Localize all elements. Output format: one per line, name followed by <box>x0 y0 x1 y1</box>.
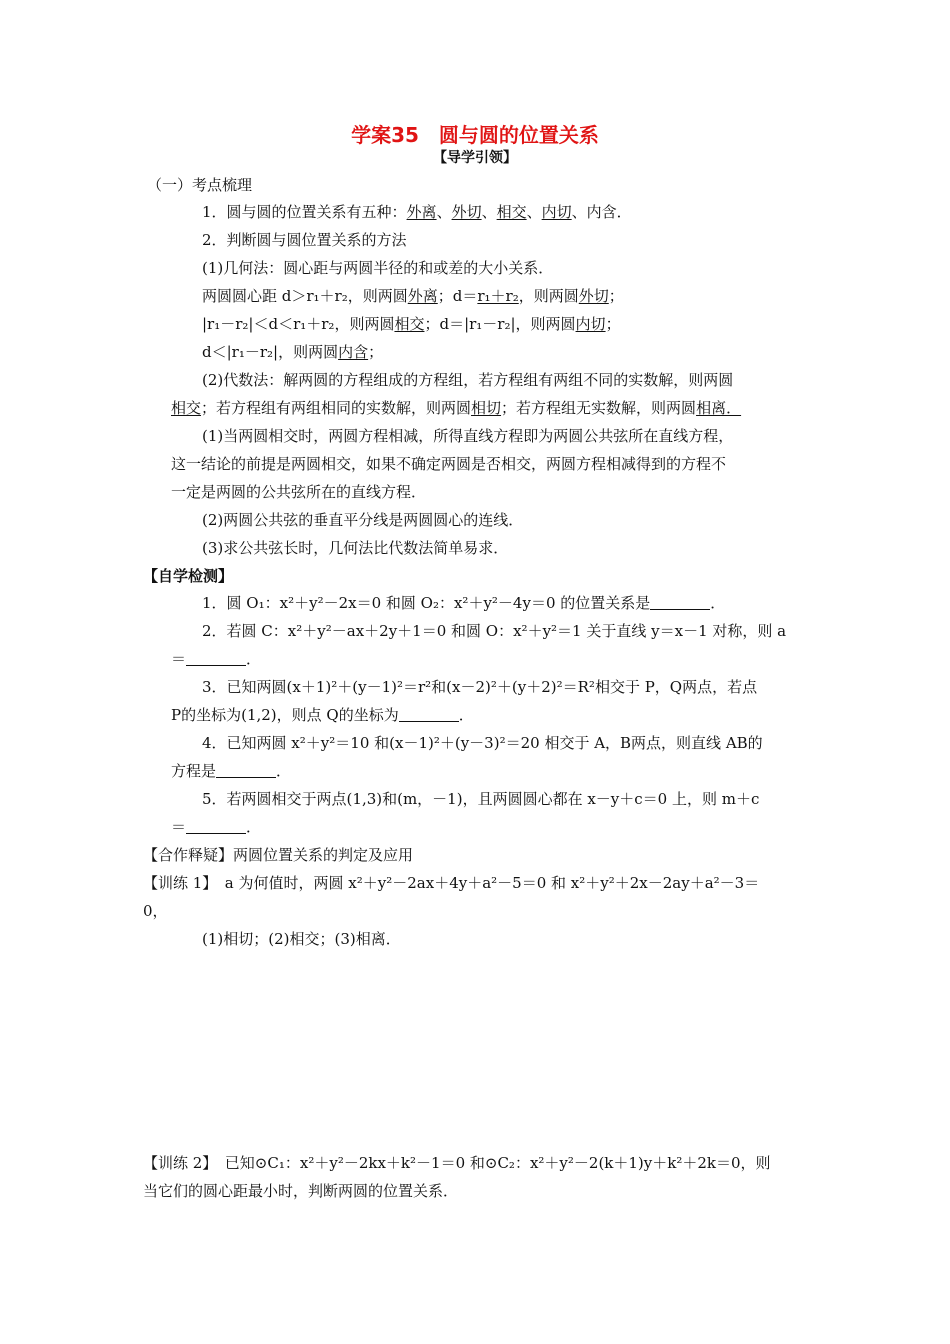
answer-blank <box>216 763 276 778</box>
note-1-line-2: 这一结论的前提是两圆相交，如果不确定两圆是否相交，两圆方程相减得到的方程不 <box>171 455 727 473</box>
section-heading-review: （一）考点梳理 <box>147 176 253 194</box>
page-title: 学案35 圆与圆的位置关系 <box>351 123 599 147</box>
question-5-line-2: ＝ ． <box>171 818 262 836</box>
exercise-1-line-2: 0， <box>143 902 168 920</box>
answer-blank <box>186 819 246 834</box>
section-heading-self-check: 【自学检测】 <box>143 567 234 585</box>
exercise-1-line-1: 【训练 1】 a 为何值时，两圆 x²＋y²－2ax＋4y＋a²－5＝0 和 x²＋y²＋2x－2ay＋a²－3＝ <box>143 874 760 892</box>
algebra-method-line-2: 相交；若方程组有两组相同的实数解，则两圆相切；若方程组无实数解，则两圆相离． <box>171 399 742 417</box>
exercise-1-parts: (1)相切；(2)相交；(3)相离． <box>202 930 401 948</box>
question-3-line-2: P的坐标为(1,2)，则点 Q的坐标为 ． <box>171 706 474 724</box>
section-heading-guide: 【导学引领】 <box>433 150 517 166</box>
key-point-1: 1．圆与圆的位置关系有五种：外离、外切、相交、内切、内含． <box>202 203 632 221</box>
algebra-method-line-1: (2)代数法：解两圆的方程组成的方程组，若方程组有两组不同的实数解，则两圆 <box>202 371 734 389</box>
question-1: 1．圆 O₁：x²＋y²－2x＝0 和圆 O₂：x²＋y²－4y＝0 的位置关系是 ． <box>202 594 726 612</box>
exercise-2-line-2: 当它们的圆心距最小时，判断两圆的位置关系． <box>143 1182 459 1200</box>
note-1-line-3: 一定是两圆的公共弦所在的直线方程． <box>171 483 427 501</box>
question-4-line-1: 4．已知两圆 x²＋y²＝10 和(x－1)²＋(y－3)²＝20 相交于 A，B两点，则直线 AB的 <box>202 734 763 752</box>
geometry-line-3: d＜|r₁－r₂|，则两圆内含； <box>202 343 384 361</box>
question-2-line-2: ＝ ． <box>171 650 262 668</box>
note-2: (2)两圆公共弦的垂直平分线是两圆圆心的连线． <box>202 511 524 529</box>
answer-blank <box>186 651 246 666</box>
note-1-line-1: (1)当两圆相交时，两圆方程相减，所得直线方程即为两圆公共弦所在直线方程， <box>202 427 734 445</box>
geometry-method: (1)几何法：圆心距与两圆半径的和或差的大小关系． <box>202 259 554 277</box>
exercise-2-line-1: 【训练 2】 已知⊙C₁：x²＋y²－2kx＋k²－1＝0 和⊙C₂：x²＋y²－2(k＋1)y＋k²＋2k＝0，则 <box>143 1154 771 1172</box>
question-3-line-1: 3．已知两圆(x＋1)²＋(y－1)²＝r²和(x－2)²＋(y＋2)²＝R²相交于 P，Q两点，若点 <box>202 678 758 696</box>
geometry-line-2: |r₁－r₂|＜d＜r₁＋r₂，则两圆相交；d＝|r₁－r₂|，则两圆内切； <box>202 315 621 333</box>
question-4-line-2: 方程是 ． <box>171 762 292 780</box>
key-point-2: 2．判断圆与圆位置关系的方法 <box>202 231 407 249</box>
note-3: (3)求公共弦长时，几何法比代数法简单易求． <box>202 539 509 557</box>
question-2-line-1: 2．若圆 C：x²＋y²－ax＋2y＋1＝0 和圆 O：x²＋y²＝1 关于直线 y＝x－1 对称，则 a <box>202 622 787 640</box>
question-5-line-1: 5．若两圆相交于两点(1,3)和(m，－1)，且两圆圆心都在 x－y＋c＝0 上，则 m＋c <box>202 790 760 808</box>
section-heading-cooperation: 【合作释疑】两圆位置关系的判定及应用 <box>143 846 414 864</box>
geometry-line-1: 两圆圆心距 d＞r₁＋r₂，则两圆外离；d＝r₁＋r₂，则两圆外切； <box>202 287 624 305</box>
answer-blank <box>399 707 459 722</box>
answer-blank <box>650 595 710 610</box>
